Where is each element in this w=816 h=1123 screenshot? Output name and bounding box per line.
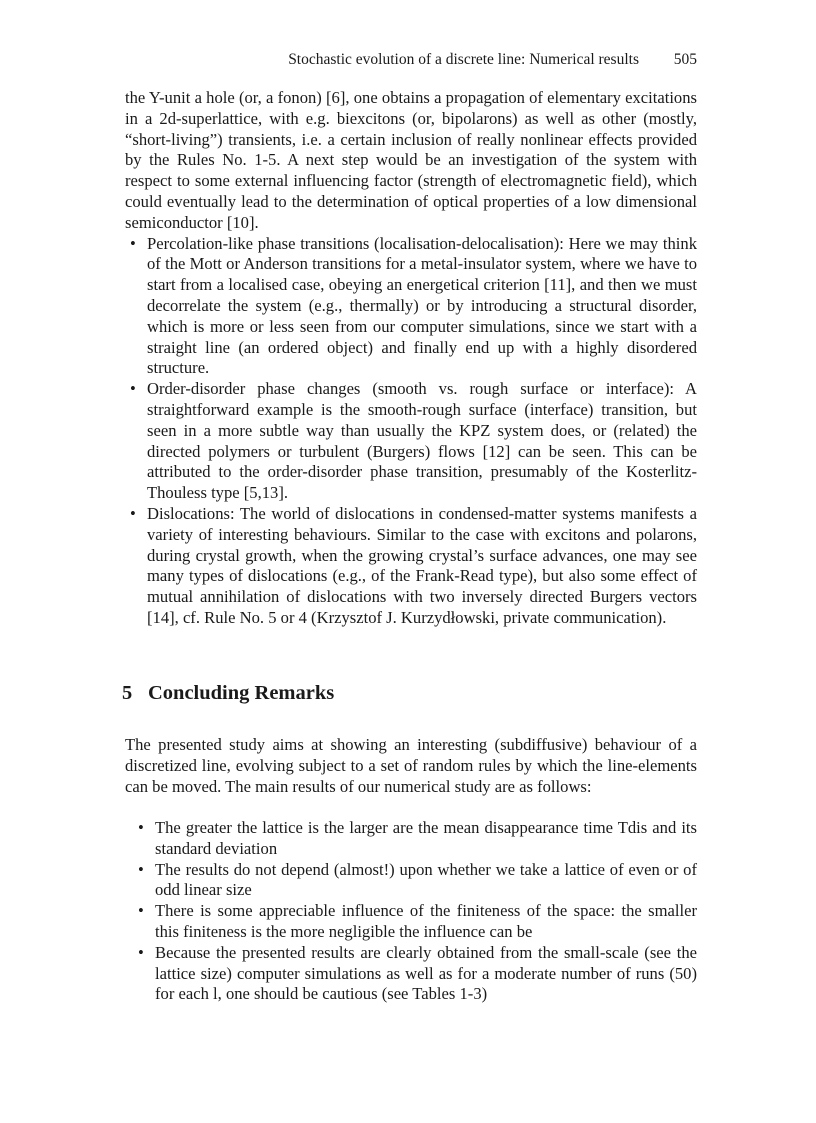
bullet-icon: • xyxy=(130,503,136,523)
list-item-text: There is some appreciable influence of the finiteness of the space: the smaller this finiteness is the more negligible the influence can be xyxy=(155,901,697,941)
running-title: Stochastic evolution of a discrete line: Numerical results xyxy=(288,51,639,68)
list-item xyxy=(125,234,697,380)
list-item xyxy=(125,504,697,629)
intro-block xyxy=(125,88,697,629)
list-item-text: The greater the lattice is the larger are the mean disappearance time Tdis and its standard deviation xyxy=(155,818,697,858)
intro-paragraph: the Y-unit a hole (or, a fonon) [6], one obtains a propagation of elementary excitations in a 2d-superlattice, with e.g. biexcitons (or, bipolarons) as well as other (mostly, “short-living”) transients, i.e. a certain inclusion of really nonlinear effects provided by the Rules No. 1-5. A next step would be an investigation of the system with respect to some external influencing factor (strength of electromagnetic field), which could eventually lead to the determination of optical properties of a low dimensional semiconductor [10]. xyxy=(125,88,697,232)
bullet-icon: • xyxy=(138,859,144,879)
list-item xyxy=(133,860,697,902)
list-item xyxy=(133,943,697,1005)
bullet-icon: • xyxy=(130,233,136,253)
list-item xyxy=(125,379,697,504)
page-number: 505 xyxy=(673,51,697,68)
bullet-icon: • xyxy=(138,818,144,837)
section-title: Concluding Remarks xyxy=(148,682,335,704)
list-item-text: Dislocations: The world of dislocations in condensed-matter systems manifests a variety of interesting behaviours. Similar to the case with excitons and polarons, during crystal growth, when the growing crystal’s surface advances, one may see many types of dislocations (e.g., of the Frank-Read type), but also some effect of mutual annihilation of dislocations with two inversely directed Burgers vectors [14], cf. Rule No. 5 or 4 (Krzysztof J. Kurzydłowski, private communication). xyxy=(147,503,697,627)
list-item-text: Because the presented results are clearly obtained from the small-scale (see the lattice size) computer simulations as well as for a moderate number of runs (50) for each l, one should be cautious (see Tables 1-3) xyxy=(155,942,697,1004)
conclusion-paragraph: The presented study aims at showing an interesting (subdiffusive) behaviour of a discretized line, evolving subject to a set of random rules by which the line-elements can be moved. The main results of our numerical study are as follows: xyxy=(125,735,697,796)
results-block xyxy=(133,818,697,1005)
bullet-icon: • xyxy=(138,901,144,921)
bullet-icon: • xyxy=(130,379,136,399)
list-item-text: Percolation-like phase transitions (localisation-delocalisation): Here we may think of the Mott or Anderson transitions for a metal-insulator system, where we have to start from a localised case, obeying an energetical criterion [11], and then we must decorrelate the system (e.g., thermally) or by introducing a structural disorder, which is more or less seen from our computer simulations, since we start with a straight line (an ordered object) and finally end up with a highly disordered structure. xyxy=(147,233,697,378)
bullet-list-1 xyxy=(125,234,697,629)
list-item xyxy=(133,818,697,860)
section-number: 5 xyxy=(122,682,133,704)
bullet-list-2 xyxy=(133,818,697,1005)
list-item xyxy=(133,901,697,943)
list-item-text: The results do not depend (almost!) upon whether we take a lattice of even or of odd linear size xyxy=(155,859,697,900)
bullet-icon: • xyxy=(138,942,144,962)
list-item-text: Order-disorder phase changes (smooth vs. rough surface or interface): A straightforward example is the smooth-rough surface (interface) transition, but seen in a more subtle way than usually the KPZ system does, or (related) the directed polymers or turbulent (Burgers) flows [12] can be seen. This can be attributed to the order-disorder phase transition, presumably of the Kosterlitz-Thouless type [5,13]. xyxy=(147,379,697,503)
section-heading xyxy=(122,682,334,705)
